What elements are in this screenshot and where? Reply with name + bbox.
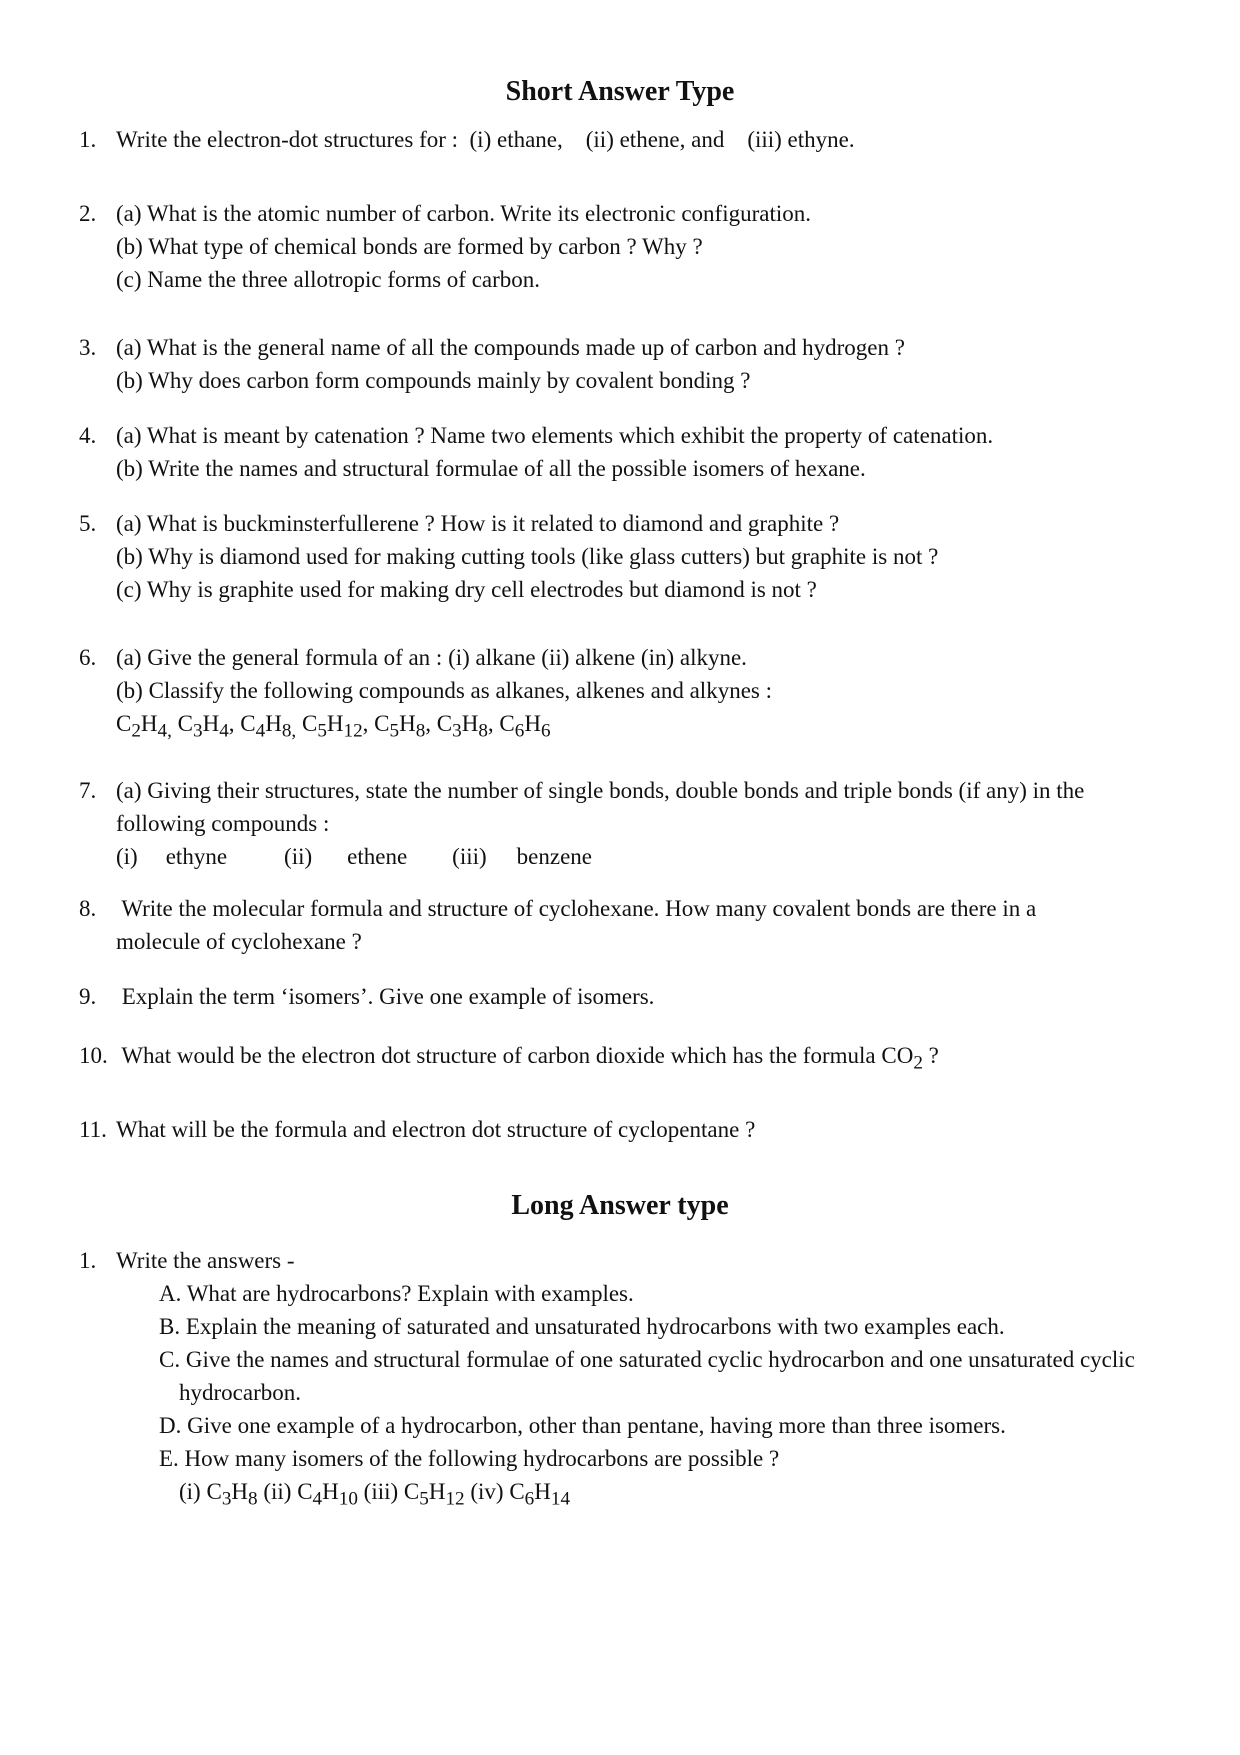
formula-subscript: 2 (913, 1052, 923, 1074)
question-number: 3. (79, 335, 97, 360)
question-11 (79, 1113, 755, 1146)
option-iii-text: benzene (516, 844, 592, 869)
question-3 (79, 331, 905, 397)
question-part-b: (b) Why does carbon form compounds mainly by covalent bonding ? (116, 368, 751, 393)
question-10 (79, 1039, 939, 1080)
hydrocarbon-options: (i) $C_3H_8$ (ii) $C_4H_{10}$ (iii) $C_5H_{12}$ (iv) $C_6H_{14}$ (179, 1479, 571, 1510)
question-mark: ? (922, 1043, 939, 1068)
question-text: Write the electron-dot structures for : (i) ethane, (ii) ethene, and (iii) ethyne. (116, 127, 855, 152)
sub-question-c-cont: hydrocarbon. (179, 1380, 301, 1405)
question-part-c: (c) Why is graphite used for making dry cell electrodes but diamond is not ? (116, 577, 817, 602)
sub-question-d: D. Give one example of a hydrocarbon, other than pentane, having more than three isomers. (159, 1413, 1006, 1438)
long-question-1 (79, 1244, 1135, 1516)
question-part-c: (c) Name the three allotropic forms of carbon. (116, 267, 541, 292)
question-part-a: (a) What is the general name of all the compounds made up of carbon and hydrogen ? (116, 335, 905, 360)
long-answer-heading: Long Answer type (511, 1190, 729, 1221)
question-1 (79, 123, 855, 156)
question-text: What will be the formula and electron dot structure of cyclopentane ? (116, 1117, 756, 1142)
question-part-b: (b) Classify the following compounds as alkanes, alkenes and alkynes : (116, 678, 772, 703)
option-iii-label: (iii) (452, 844, 487, 869)
option-i-text: ethyne (165, 844, 228, 869)
option-i-label: (i) (116, 844, 138, 869)
option-ii-text: ethene (347, 844, 408, 869)
question-4 (79, 419, 993, 485)
sub-question-c: C. Give the names and structural formulae of one saturated cyclic hydrocarbon and one unsaturated cyclic (159, 1347, 1135, 1372)
question-heading: Write the answers - (116, 1248, 295, 1273)
sub-question-a: A. What are hydrocarbons? Explain with examples. (159, 1281, 634, 1306)
question-number: 1. (79, 127, 97, 152)
compound-formulas: $C_2H_{4,}$ $C_3H_4$, $C_4H_{8,}$ $C_5H_{12}$, $C_5H_8$, $C_3H_8$, $C_6H_6$ (116, 711, 551, 742)
question-number: 4. (79, 423, 97, 448)
question-number: 6. (79, 645, 97, 670)
question-text (79, 1039, 939, 1080)
question-number: 9. (79, 984, 97, 1009)
question-9 (79, 980, 654, 1013)
question-part-a-cont: following compounds : (116, 811, 330, 836)
question-number: 11. (79, 1117, 107, 1142)
sub-question-e: E. How many isomers of the following hydrocarbons are possible ? (159, 1446, 780, 1471)
question-part-a: (a) What is the atomic number of carbon. Write its electronic configuration. (116, 201, 812, 226)
question-part-a: (a) What is buckminsterfullerene ? How is it related to diamond and graphite ? (116, 511, 840, 536)
question-text: Write the molecular formula and structure of cyclohexane. How many covalent bonds are there in a (116, 896, 1037, 921)
question-number: 1. (79, 1248, 97, 1273)
question-part-b: (b) Why is diamond used for making cutting tools (like glass cutters) but graphite is not ? (116, 544, 939, 569)
question-6 (79, 641, 772, 748)
question-text-main: What would be the electron dot structure of carbon dioxide which has the formula CO (116, 1043, 914, 1068)
question-7 (79, 774, 1084, 873)
question-part-b: (b) What type of chemical bonds are formed by carbon ? Why ? (116, 234, 703, 259)
option-ii-label: (ii) (284, 844, 313, 869)
question-text: Explain the term ‘isomers’. Give one example of isomers. (116, 984, 655, 1009)
question-number: 7. (79, 778, 97, 803)
question-number: 8. (79, 896, 97, 921)
question-number: 10. (79, 1043, 108, 1068)
question-5 (79, 507, 938, 606)
question-part-a: (a) What is meant by catenation ? Name two elements which exhibit the property of catenation. (116, 423, 994, 448)
question-part-a: (a) Giving their structures, state the number of single bonds, double bonds and triple bonds (if any) in the (116, 778, 1085, 803)
sub-question-b: B. Explain the meaning of saturated and unsaturated hydrocarbons with two examples each. (159, 1314, 1005, 1339)
question-number: 2. (79, 201, 97, 226)
compound-options (79, 840, 1084, 873)
question-8 (79, 892, 1036, 958)
question-text-cont: molecule of cyclohexane ? (116, 929, 362, 954)
question-part-a: (a) Give the general formula of an : (i) alkane (ii) alkene (in) alkyne. (116, 645, 747, 670)
question-part-b: (b) Write the names and structural formulae of all the possible isomers of hexane. (116, 456, 866, 481)
question-number: 5. (79, 511, 97, 536)
question-2 (79, 197, 811, 296)
short-answer-heading: Short Answer Type (505, 76, 735, 107)
